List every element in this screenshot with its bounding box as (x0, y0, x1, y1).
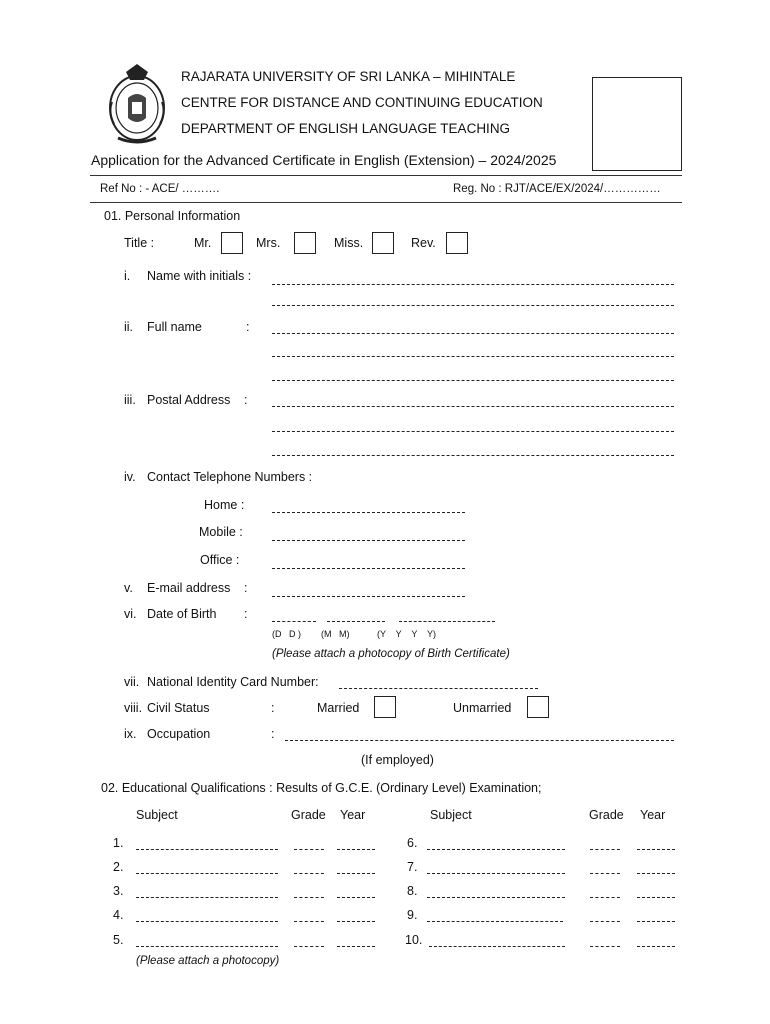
grade-field[interactable] (294, 897, 324, 898)
full-name-label: Full name (147, 320, 202, 334)
nic-field[interactable] (339, 688, 538, 689)
year-field[interactable] (637, 873, 675, 874)
title-miss-label: Miss. (334, 236, 364, 250)
result-row-number: 1. (113, 836, 124, 850)
full-name-field[interactable] (272, 333, 674, 334)
occupation-num: ix. (124, 727, 137, 741)
name-initials-field-2[interactable] (272, 305, 674, 306)
contact-num: iv. (124, 470, 136, 484)
grade-field[interactable] (294, 873, 324, 874)
office-phone-field[interactable] (272, 568, 465, 569)
email-field[interactable] (272, 596, 465, 597)
title-label: Title : (124, 236, 155, 250)
full-name-num: ii. (124, 320, 134, 334)
form-title: Application for the Advanced Certificate in English (Extension) – 2024/2025 (91, 152, 557, 168)
title-mr-checkbox[interactable] (221, 232, 243, 254)
mobile-phone-field[interactable] (272, 540, 465, 541)
year-field[interactable] (337, 921, 375, 922)
grade-field[interactable] (294, 849, 324, 850)
grade-field[interactable] (294, 921, 324, 922)
col-subject-right: Subject (430, 808, 472, 822)
title-miss-checkbox[interactable] (372, 232, 394, 254)
civil-num: viii. (124, 701, 143, 715)
result-row-number: 8. (407, 884, 418, 898)
subject-field[interactable] (136, 873, 278, 874)
title-rule (90, 175, 682, 176)
full-name-field-2[interactable] (272, 356, 674, 357)
ref-rule (90, 202, 682, 203)
postal-address-field[interactable] (272, 406, 674, 407)
title-rev-label: Rev. (411, 236, 436, 250)
header-department: DEPARTMENT OF ENGLISH LANGUAGE TEACHING (181, 121, 511, 136)
subject-field[interactable] (427, 849, 565, 850)
home-phone-field[interactable] (272, 512, 465, 513)
unmarried-checkbox[interactable] (527, 696, 549, 718)
section2-heading: 02. Educational Qualifications : Results of G.C.E. (Ordinary Level) Examination; (101, 781, 542, 795)
section1-heading: 01. Personal Information (104, 209, 241, 223)
section2-note: (Please attach a photocopy) (136, 955, 280, 967)
title-mr-label: Mr. (194, 236, 212, 250)
dob-month-field[interactable] (327, 621, 385, 622)
married-label: Married (317, 701, 360, 715)
email-label: E-mail address (147, 581, 231, 595)
result-row-number: 2. (113, 860, 124, 874)
unmarried-label: Unmarried (453, 701, 512, 715)
result-row-number: 10. (405, 933, 423, 947)
name-initials-num: i. (124, 269, 131, 283)
subject-field[interactable] (427, 873, 565, 874)
civil-label: Civil Status (147, 701, 210, 715)
title-rev-checkbox[interactable] (446, 232, 468, 254)
header-university: RAJARATA UNIVERSITY OF SRI LANKA – MIHINTALE (181, 69, 516, 84)
postal-address-num: iii. (124, 393, 136, 407)
col-grade-left: Grade (291, 808, 326, 822)
col-year-left: Year (340, 808, 366, 822)
name-initials-label: Name with initials : (147, 269, 252, 283)
grade-field[interactable] (294, 946, 324, 947)
occupation-label: Occupation (147, 727, 211, 741)
col-subject-left: Subject (136, 808, 178, 822)
home-label: Home : (204, 498, 245, 512)
year-field[interactable] (337, 873, 375, 874)
postal-address-label: Postal Address (147, 393, 231, 407)
subject-field[interactable] (136, 849, 278, 850)
grade-field[interactable] (590, 849, 620, 850)
subject-field[interactable] (136, 946, 278, 947)
subject-field[interactable] (427, 921, 563, 922)
year-field[interactable] (337, 897, 375, 898)
nic-label: National Identity Card Number: (147, 675, 319, 689)
email-num: v. (124, 581, 133, 595)
name-initials-field[interactable] (272, 284, 674, 285)
grade-field[interactable] (590, 873, 620, 874)
married-checkbox[interactable] (374, 696, 396, 718)
title-mrs-checkbox[interactable] (294, 232, 316, 254)
header-centre: CENTRE FOR DISTANCE AND CONTINUING EDUCATION (181, 95, 543, 110)
university-seal (104, 62, 170, 146)
year-field[interactable] (637, 849, 675, 850)
grade-field[interactable] (590, 897, 620, 898)
photo-box[interactable] (592, 77, 682, 171)
full-name-field-3[interactable] (272, 380, 674, 381)
year-field[interactable] (337, 946, 375, 947)
year-field[interactable] (637, 921, 675, 922)
reg-no: Reg. No : RJT/ACE/EX/2024/…………… (453, 183, 661, 195)
occupation-note: (If employed) (361, 753, 434, 767)
civil-colon: : (271, 701, 275, 715)
result-row-number: 5. (113, 933, 124, 947)
ref-no: Ref No : - ACE/ ………. (100, 183, 220, 195)
year-field[interactable] (637, 946, 675, 947)
col-grade-right: Grade (589, 808, 624, 822)
postal-address-field-3[interactable] (272, 455, 674, 456)
postal-address-field-2[interactable] (272, 431, 674, 432)
mobile-label: Mobile : (199, 525, 243, 539)
year-field[interactable] (337, 849, 375, 850)
full-name-colon: : (246, 320, 250, 334)
contact-label: Contact Telephone Numbers : (147, 470, 313, 484)
dob-num: vi. (124, 607, 137, 621)
subject-field[interactable] (427, 897, 565, 898)
nic-num: vii. (124, 675, 140, 689)
email-colon: : (244, 581, 248, 595)
subject-field[interactable] (429, 946, 565, 947)
dob-year-field[interactable] (399, 621, 495, 622)
dob-day-field[interactable] (272, 621, 316, 622)
postal-address-colon: : (244, 393, 248, 407)
dob-format: (D D ) (M M) (Y Y Y Y) (272, 629, 437, 639)
result-row-number: 7. (407, 860, 418, 874)
office-label: Office : (200, 553, 240, 567)
title-mrs-label: Mrs. (256, 236, 281, 250)
subject-field[interactable] (136, 921, 278, 922)
occupation-field[interactable] (285, 740, 674, 741)
grade-field[interactable] (590, 921, 620, 922)
result-row-number: 9. (407, 908, 418, 922)
col-year-right: Year (640, 808, 666, 822)
year-field[interactable] (637, 897, 675, 898)
grade-field[interactable] (590, 946, 620, 947)
result-row-number: 4. (113, 908, 124, 922)
dob-note: (Please attach a photocopy of Birth Certificate) (272, 648, 510, 660)
result-row-number: 6. (407, 836, 418, 850)
dob-colon: : (244, 607, 248, 621)
subject-field[interactable] (136, 897, 278, 898)
occupation-colon: : (271, 727, 275, 741)
dob-label: Date of Birth (147, 607, 217, 621)
result-row-number: 3. (113, 884, 124, 898)
